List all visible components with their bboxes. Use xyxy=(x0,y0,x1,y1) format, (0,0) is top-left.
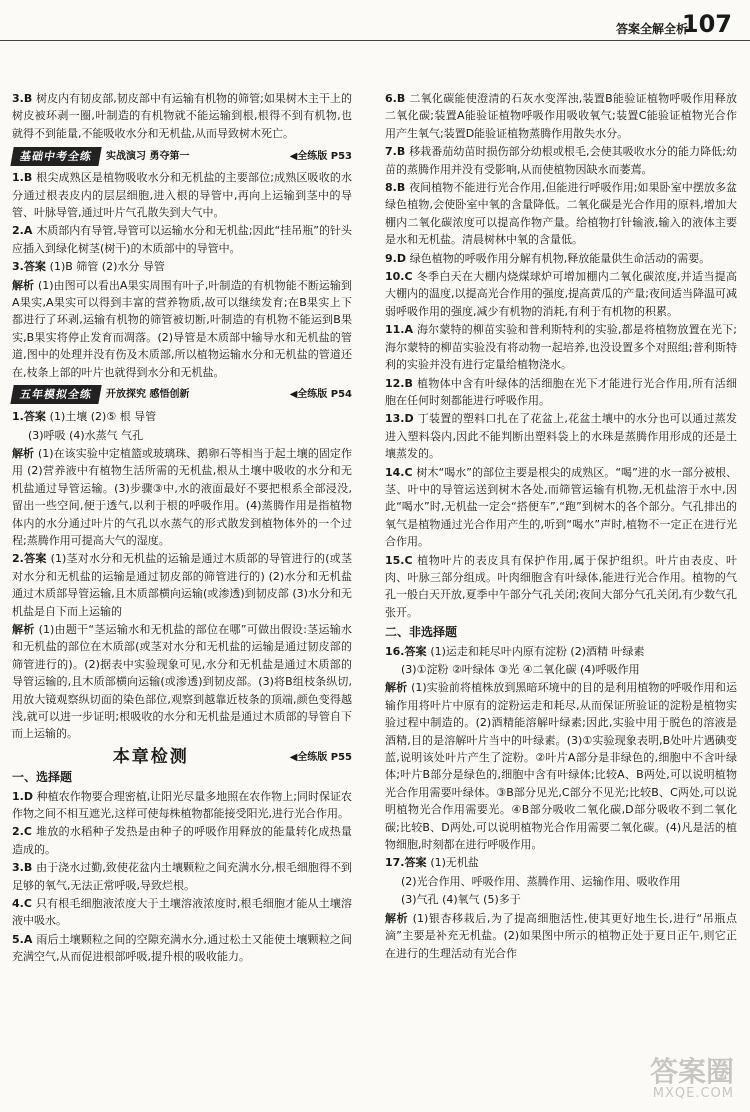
answer-text: 二氧化碳能使澄清的石灰水变浑浊,装置B能验证植物呼吸作用释放二氧化碳;装置A能验证植物呼吸作用吸收氧气;装置C能验证植物光合作用产生氧气;装置D能验证植物蒸腾作用散失水分。 xyxy=(385,92,737,140)
banner-basic-exam xyxy=(12,146,352,166)
answer-label: 2.C xyxy=(12,825,37,839)
watermark-text: 答案圈 xyxy=(649,1055,734,1088)
answer-item xyxy=(12,222,352,257)
answer-label: 1.答案 xyxy=(12,410,50,424)
answer-item xyxy=(385,552,737,622)
answer-text: 由于浇水过勤,致使花盆内土壤颗粒之间充满水分,根毛细胞得不到足够的氧气,无法正常呼吸,导致烂根。 xyxy=(12,861,353,892)
answer-text: (3)呼吸 (4)水蒸气 气孔 xyxy=(28,428,144,442)
answer-label: 10.C xyxy=(385,270,417,284)
answer-text: 植物叶片的表皮具有保护作用,属于保护组织。叶片由表皮、叶肉、叶脉三部分组成。叶肉细胞含有叶绿体,能进行光合作用。植物的气孔一般白天开放,夏季中午部分气孔关闭;夜间大部分气孔关闭,有少数气孔张开。 xyxy=(385,553,737,619)
watermark-logo xyxy=(616,1055,734,1104)
answer-item xyxy=(385,321,737,373)
answer-label: 2.答案 xyxy=(12,552,51,566)
answer-text: (1)土壤 (2)⑤ 根 导管 xyxy=(49,410,157,424)
banner-sub: 实战演习 勇夺第一 xyxy=(106,150,190,162)
answer-label: 11.A xyxy=(385,323,417,337)
answer-item xyxy=(12,408,352,425)
answer-label: 15.C xyxy=(385,553,418,567)
header-rule xyxy=(0,40,750,41)
answer-text: 丁装置的塑料口扎在了花盆上,花盆土壤中的水分也可以通过蒸发进入塑料袋内,因此不能判断出塑料袋上的水珠是蒸腾作用形成的还是土壤蒸发的。 xyxy=(385,412,737,461)
answer-label: 3.B xyxy=(12,861,37,875)
answer-label: 解析 xyxy=(385,911,413,925)
answer-text: 种植农作物要合理密植,让阳光尽量多地照在农作物上;同时保证农作物之间不相互遮光,这样可使每株植物都能接受阳光,进行光合作用。 xyxy=(12,789,352,821)
banner-tag: 五年模拟全练 xyxy=(10,385,101,404)
basic-exam-group xyxy=(12,169,352,381)
section-nonchoice: 二、非选择题 xyxy=(385,625,458,640)
nonchoice-group xyxy=(385,643,737,962)
answer-item xyxy=(385,410,737,462)
answer-label: 解析 xyxy=(385,681,412,695)
answer-text: 夜间植物不能进行光合作用,但能进行呼吸作用;如果卧室中摆放多盆绿色植物,会使卧室中氧的含量降低。二氧化碳是光合作用的原料,增加大棚内二氧化碳浓度可以提高作物产量。给植物打针输液,输入的液体主要是水和无机盐。清晨树林中氧的含量低。 xyxy=(385,181,738,247)
answer-item xyxy=(385,643,737,660)
answer-text: 雨后土壤颗粒之间的空隙充满水分,通过松土又能使土壤颗粒之间充满空气,从而促进根部呼吸,提升根的吸收能力。 xyxy=(12,932,352,964)
answer-label: 7.B xyxy=(385,145,410,159)
answer-item xyxy=(385,891,737,908)
answer-label: 解析 xyxy=(12,446,38,460)
answer-item xyxy=(12,258,352,275)
five-year-group xyxy=(12,408,352,743)
answer-text: (1)实验前将植株放到黑暗环境中的目的是利用植物的呼吸作用和运输作用将叶片中原有的淀粉运走和耗尽,从而保证所验证的淀粉是植物实验过程中制造的。(2)酒精能溶解叶绿素;因此,实验中用于脱色的溶液是酒精,目的是溶解叶片当中的叶绿素。(3)①实验现象表明,B处叶片遇碘变蓝,说明该处叶片产生了淀粉。②叶片A部分是非绿色的,细胞中不含叶绿体;叶片B部分是绿色的,细胞中含有叶绿体;比较A、B两处,可以说明植物光合作用需要叶绿体。③B部分见光,C部分不见光;比较B、C两处,可以说明植物光合作用需要光。④B部分吸收二氧化碳,D部分吸收不到二氧化碳;比较B、D两处,可以说明植物光合作用需要二氧化碳。(4)凡是活的植物细胞,时刻都在进行呼吸作用。 xyxy=(385,681,737,852)
answer-text: 木质部内有导管,导管可以运输水分和无机盐;因此“挂吊瓶”的针头应插入到绿化树茎(树干)的木质部中的导管中。 xyxy=(12,224,352,255)
answer-text: 海尔蒙特的柳苗实验和普利斯特利的实验,都是将植物放置在光下;海尔蒙特的柳苗实验没有将动物一起培养,也没设置多个对照组;普利斯特利的实验并没有进行定量给植物浇水。 xyxy=(385,323,737,372)
answer-label: 8.B xyxy=(385,181,410,195)
right-column xyxy=(385,90,737,963)
answer-text: (3)①淀粉 ②叶绿体 ③光 ④二氧化碳 (4)呼吸作用 xyxy=(401,663,640,676)
answer-item xyxy=(12,445,352,549)
answer-label: 6.B xyxy=(385,92,410,105)
answer-item xyxy=(12,277,352,381)
answer-text: (3)气孔 (4)氧气 (5)多于 xyxy=(401,893,521,907)
answer-label: 16.答案 xyxy=(385,644,431,658)
answer-label: 2.A xyxy=(12,224,37,238)
choice-group-right xyxy=(385,90,737,621)
answer-item xyxy=(385,464,737,551)
answer-item xyxy=(385,250,737,267)
answer-label: 3.答案 xyxy=(12,260,50,274)
answer-label: 14.C xyxy=(385,465,417,479)
answer-label: 4.C xyxy=(12,897,36,911)
chapter-heading xyxy=(12,746,352,767)
choice-group-left xyxy=(12,788,352,966)
answer-item xyxy=(12,427,352,444)
left-column xyxy=(12,90,352,967)
answer-item xyxy=(385,679,737,853)
answer-text: 只有根毛细胞液浓度大于土壤溶液浓度时,根毛细胞才能从土壤溶液中吸水。 xyxy=(12,897,352,928)
answer-item xyxy=(12,931,352,966)
answer-text: 冬季白天在大棚内烧煤球炉可增加棚内二氧化碳浓度,并适当提高大棚内的温度,以提高光合作用的强度,提高黄瓜的产量;夜间适当降温可减弱呼吸作用的强度,减少有机物的消耗,有利于有机物的积累。 xyxy=(385,270,737,318)
watermark-url: MXQE.COM xyxy=(652,1086,734,1101)
answer-item xyxy=(385,873,737,890)
answer-label: 3.B xyxy=(12,92,37,105)
answer-text: 移栽番茄幼苗时损伤部分幼根或根毛,会使其吸收水分的能力降低;幼苗的蒸腾作用并没有受影响,从而使植物因缺水而萎蔫。 xyxy=(385,145,738,176)
banner-sub: 开放探究 感悟创新 xyxy=(106,389,190,401)
banner-tag: 基础中考全练 xyxy=(10,147,101,166)
answer-label: 9.D xyxy=(385,251,410,265)
answer-text: 根尖成熟区是植物吸收水分和无机盐的主要部位;成熟区吸收的水分通过根表皮内的层层细胞,进入根的导管中,再向上运输到茎中的导管、叶脉导管,通过叶片气孔散失到大气中。 xyxy=(12,171,352,220)
banner-ref: ◀全练版 P53 xyxy=(289,150,352,162)
answer-label: 解析 xyxy=(12,278,38,292)
answer-item xyxy=(12,823,352,858)
answer-text: 植物体中含有叶绿体的活细胞在光下才能进行光合作用,所有活细胞在任何时刻都能进行呼吸作用。 xyxy=(385,376,738,407)
answer-item xyxy=(385,661,737,678)
answer-item xyxy=(12,788,352,823)
answer-text: (1)由图可以看出A果实周围有叶子,叶制造的有机物能不断运输到A果实,A果实可以得到丰富的营养物质,故可以继续发育;在B果实上下都进行了环剥,运输有机物的筛管被切断,叶制造的有机物不能运到B果实,B果实将停止发育而凋落。(2)导管是木质部中输导水和无机盐的管道,图中的处理并没有伤及木质部,所以植物运输水分和无机盐的管道还在,枝条上部的叶片也就得到水分和无机盐。 xyxy=(12,278,352,379)
answer-item xyxy=(385,179,737,249)
answer-text: (1)B 筛管 (2)水分 导管 xyxy=(49,260,165,274)
page-header xyxy=(0,0,750,44)
answer-item xyxy=(385,910,737,962)
answer-text: (1)在该实验中定植篮或玻璃珠、鹅卵石等相当于起土壤的固定作用 (2)营养液中有植物生活所需的无机盐,根从土壤中吸收的水分和无机盐通过导管运输。(3)步骤③中,水的液面最好不要把根系全部浸没,留出一些空间,便于透气,以利于根的呼吸作用。(4)蒸腾作用是指植物体内的水分通过叶片的气孔以水蒸气的形式散发到植物体外的一个过程;蒸腾作用可提高大气的湿度。 xyxy=(12,446,352,547)
banner-five-year xyxy=(12,385,352,405)
section-choice: 一、选择题 xyxy=(12,770,73,785)
banner-ref: ◀全练版 P54 xyxy=(289,389,352,401)
answer-item xyxy=(12,90,352,142)
answer-label: 12.B xyxy=(385,376,418,390)
answer-text: (2)光合作用、呼吸作用、蒸腾作用、运输作用、吸收作用 xyxy=(401,874,681,888)
answer-label: 13.D xyxy=(385,412,418,426)
answer-label: 17.答案 xyxy=(385,856,431,870)
answer-text: (1)由题干“茎运输水和无机盐的部位在哪”可做出假设:茎运输水和无机盐的部位在木质部(或茎对水分和无机盐的运输是通过韧皮部的筛管进行的)。(2)据表中实验现象可见,水分和无机盐是通过木质部的导管运输的,且木质部横向运输(或渗透)到韧皮部。(3)将B组枝条纵切,用放大镜观察纵切面的染色部位,观察到越靠近枝条的顶端,颜色变得越浅,就可以进一步证明;根吸收的水分和无机盐是通过木质部的导管自下而上运输的。 xyxy=(12,622,352,741)
answer-text: (1)银杏移栽后,为了提高细胞活性,使其更好地生长,进行“吊瓶点滴”主要是补充无机盐。(2)如果图中所示的植物正处于夏日正午,则它正在进行的生理活动有光合作 xyxy=(385,911,737,960)
chapter-title: 本章检测 xyxy=(112,746,189,767)
answer-label: 5.A xyxy=(12,932,37,946)
answer-text: 堆放的水稻种子发热是由种子的呼吸作用释放的能量转化成热量造成的。 xyxy=(12,825,352,856)
answer-text: 树皮内有韧皮部,韧皮部中有运输有机物的筛管;如果树木主干上的树皮被环剥一圈,叶制造的有机物就不能运输到根,根得不到有机物,也就得不到能量,不能吸收水分和无机盐,从而导致树木死亡。 xyxy=(12,92,353,140)
answer-text: (1)运走和耗尽叶内原有淀粉 (2)酒精 叶绿素 xyxy=(430,644,645,658)
page-number: 107 xyxy=(681,10,732,38)
answer-item xyxy=(12,895,352,930)
answer-item xyxy=(385,143,737,178)
answer-label: 1.B xyxy=(12,171,37,185)
header-label: 答案全解全析 xyxy=(615,22,688,36)
answer-item xyxy=(12,169,352,221)
answer-item xyxy=(385,268,737,320)
answer-item xyxy=(12,550,352,620)
answer-text: (1)茎对水分和无机盐的运输是通过木质部的导管进行的(或茎对水分和无机盐的运输是通过韧皮部的筛管进行的) (2)水分和无机盐通过木质部导管运输,且木质部横向运输(或渗透)到韧皮部 (3)水分和无机盐是自下而上运输的 xyxy=(12,552,352,618)
answer-label: 1.D xyxy=(12,789,37,803)
answer-text: 树木“喝水”的部位主要是根尖的成熟区。“喝”进的水一部分被根、茎、叶中的导管运送到树木各处,而筛管运输有机物,无机盐溶于水中,因此“喝水”时,无机盐一定会“搭便车”,“跑”到树木的各个部分。气孔排出的氧气是植物通过光合作用产生的,听到“喝水”声时,植物不一定正在进行光合作用。 xyxy=(385,465,738,549)
answer-text: 绿色植物的呼吸作用分解有机物,释放能量供生命活动的需要。 xyxy=(409,251,711,265)
answer-item xyxy=(12,621,352,743)
answer-text: (1)无机盐 xyxy=(430,856,479,870)
answer-item xyxy=(385,375,737,410)
answer-item xyxy=(385,854,737,871)
answer-item xyxy=(12,859,352,894)
left-top-group xyxy=(12,90,352,142)
answer-item xyxy=(385,90,737,142)
chapter-ref: ◀全练版 P55 xyxy=(289,751,352,763)
answer-label: 解析 xyxy=(12,622,39,636)
